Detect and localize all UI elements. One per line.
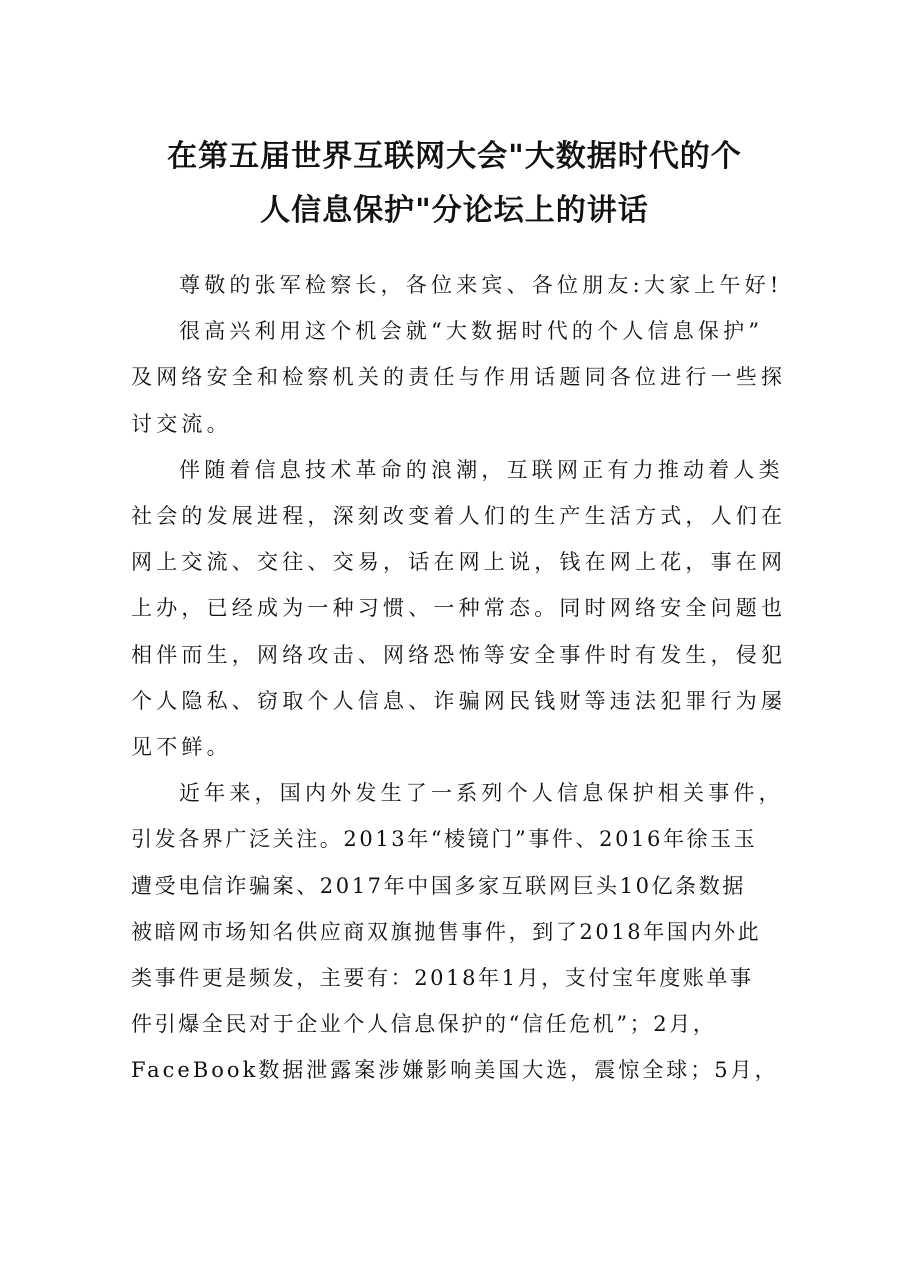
paragraph-line: 引发各界广泛关注。2013年“棱镜门”事件、2016年徐玉玉	[131, 827, 758, 852]
paragraph-line: 个人隐私、窃取个人信息、诈骗网民钱财等违法犯罪行为屡	[131, 688, 787, 713]
paragraph-line: 见不鲜。	[131, 735, 232, 760]
document-body	[131, 262, 791, 1094]
title-line: 人信息保护"分论坛上的讲话	[260, 193, 649, 228]
document-title	[100, 130, 809, 238]
paragraph-line: 及网络安全和检察机关的责任与作用话题同各位进行一些探	[131, 365, 787, 390]
paragraph-line: 伴随着信息技术革命的浪潮，互联网正有力推动着人类	[179, 457, 784, 482]
paragraph-line: FaceBook数据泄露案涉嫌影响美国大选，震惊全球；5月，	[131, 1058, 779, 1083]
paragraph-line: 遭受电信诈骗案、2017年中国多家互联网巨头10亿条数据	[131, 873, 746, 898]
paragraph-line: 上办，已经成为一种习惯、一种常态。同时网络安全问题也	[131, 596, 787, 621]
paragraph-greeting	[131, 262, 791, 308]
paragraph-line: 很高兴利用这个机会就“大数据时代的个人信息保护”	[179, 319, 764, 344]
paragraph-line: 件引爆全民对于企业个人信息保护的“信任危机”；2月，	[131, 1012, 717, 1037]
title-line: 在第五届世界互联网大会"大数据时代的个	[167, 139, 742, 174]
paragraph-line: 网上交流、交往、交易，话在网上说，钱在网上花，事在网	[131, 550, 787, 575]
paragraph-events	[131, 770, 791, 1093]
paragraph-line: 被暗网市场知名供应商双旗抛售事件，到了2018年国内外此	[131, 919, 762, 944]
paragraph-line: 尊敬的张军检察长，各位来宾、各位朋友:大家上午好!	[179, 273, 783, 297]
paragraph-intro	[131, 308, 791, 447]
paragraph-line: 讨交流。	[131, 411, 232, 436]
paragraph-line: 类事件更是频发，主要有：2018年1月，支付宝年度账单事	[131, 966, 754, 991]
paragraph-line: 相伴而生，网络攻击、网络恐怖等安全事件时有发生，侵犯	[131, 642, 787, 667]
paragraph-line: 近年来，国内外发生了一系列个人信息保护相关事件，	[179, 781, 784, 806]
paragraph-background	[131, 447, 791, 770]
paragraph-line: 社会的发展进程，深刻改变着人们的生产生活方式，人们在	[131, 504, 787, 529]
